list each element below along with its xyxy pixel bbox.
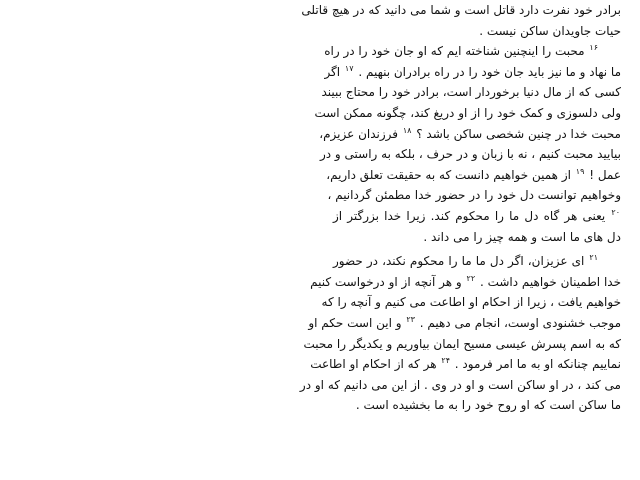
- verse-text: وخواهیم توانست دل خود را در حضور خدا مطمئن گردانیم ،: [327, 188, 621, 203]
- verse-text: دل های ما است و همه چیز را می داند .: [423, 229, 621, 244]
- verse-number: ۲۴: [441, 356, 450, 366]
- verse-number: ۲۲: [466, 273, 476, 283]
- verse-text: بیایید محبت کنیم ، نه با زبان و در حرف ، بلکه به راستی و در: [319, 147, 621, 162]
- verse-text: ای عزیزان، اگر دل ما ما را محکوم نکند، در حضور: [333, 254, 589, 269]
- verse-text: و این است حکم او: [308, 315, 406, 330]
- verse-number: ۱۷: [344, 63, 354, 73]
- text-line: [321, 292, 621, 313]
- verse-text: برادر خود نفرت دارد قاتل است و شما می دانید که در هیچ قاتلی: [301, 3, 621, 17]
- text-line: [324, 41, 621, 62]
- verse-number: ۱۹: [575, 166, 585, 176]
- text-line: [303, 334, 621, 355]
- verse-number: ۱۶: [589, 43, 598, 53]
- text-line: [333, 227, 621, 248]
- verse-number: ۱۸: [402, 125, 412, 135]
- body-text: [299, 0, 621, 416]
- verse-text: نماییم چنانکه او به ما امر فرمود .: [450, 357, 621, 372]
- text-line: [333, 206, 621, 227]
- verse-text: فرزندان عزیزم،: [319, 126, 402, 141]
- verse-text: و هر آنچه از او درخواست کنیم: [310, 274, 466, 289]
- verse-text: ما ساکن است که او روح خود را به ما بخشیده است .: [355, 398, 621, 413]
- text-line: [310, 354, 621, 375]
- verse-number: ۲۱: [589, 253, 598, 263]
- text-line: [314, 103, 621, 124]
- verse-text: محبت را اینچنین شناخته ایم که او جان خود را در راه: [324, 44, 589, 59]
- verse-text: خدا اطمینان خواهیم داشت .: [476, 274, 621, 289]
- paragraph: [301, 0, 621, 41]
- verse-text: محبت خدا در چنین شخصی ساکن باشد ؟: [412, 126, 621, 141]
- verse-text: اگر: [324, 64, 344, 79]
- verse-text: کسی که از مال دنیا برخوردار است، برادر خود را محتاج ببیند: [321, 85, 621, 100]
- verse-number: ۲۳: [406, 314, 415, 324]
- text-line: [321, 82, 621, 103]
- text-line: [333, 21, 621, 42]
- verse-text: خواهیم یافت ، زیرا از احکام او اطاعت می کنیم و آنچه را که: [321, 295, 621, 310]
- verse-text: هر که از احکام او اطاعت: [310, 357, 441, 372]
- paragraph: [299, 251, 621, 416]
- text-line: [324, 62, 621, 83]
- verse-text: یعنی هر گاه دل ما را محکوم کند. زیرا خدا بزرگتر از: [333, 208, 611, 223]
- verse-text: از همین خواهیم دانست که به حقیقت تعلق داریم،: [326, 167, 575, 182]
- verse-text: ولی دلسوزی و کمک خود را از او دریغ کند، چگونه ممکن است: [314, 105, 621, 120]
- text-line: [333, 395, 621, 416]
- text-line: [327, 185, 621, 206]
- text-line: [333, 251, 621, 272]
- text-line: [299, 375, 621, 396]
- text-line: [319, 144, 621, 165]
- text-line: [301, 0, 621, 21]
- verse-text: عمل !: [585, 167, 621, 182]
- verse-text: که به اسم پسرش عیسی مسیح ایمان بیاوریم و یکدیگر را محبت: [303, 336, 621, 351]
- verse-text: ما نهاد و ما نیز باید جان خود را در راه برادران بنهیم .: [354, 64, 621, 79]
- verse-text: حیات جاویدان ساکن نیست .: [479, 23, 621, 38]
- text-line: [326, 165, 621, 186]
- text-line: [308, 313, 621, 334]
- verse-text: می کند ، در او ساکن است و او در وی . از این می دانیم که او در: [299, 377, 621, 392]
- text-line: [319, 124, 621, 145]
- verse-number: ۲۰: [611, 207, 620, 217]
- verse-text: موجب خشنودی اوست، انجام می دهیم .: [415, 315, 621, 330]
- paragraph: [314, 41, 621, 247]
- text-line: [310, 272, 621, 293]
